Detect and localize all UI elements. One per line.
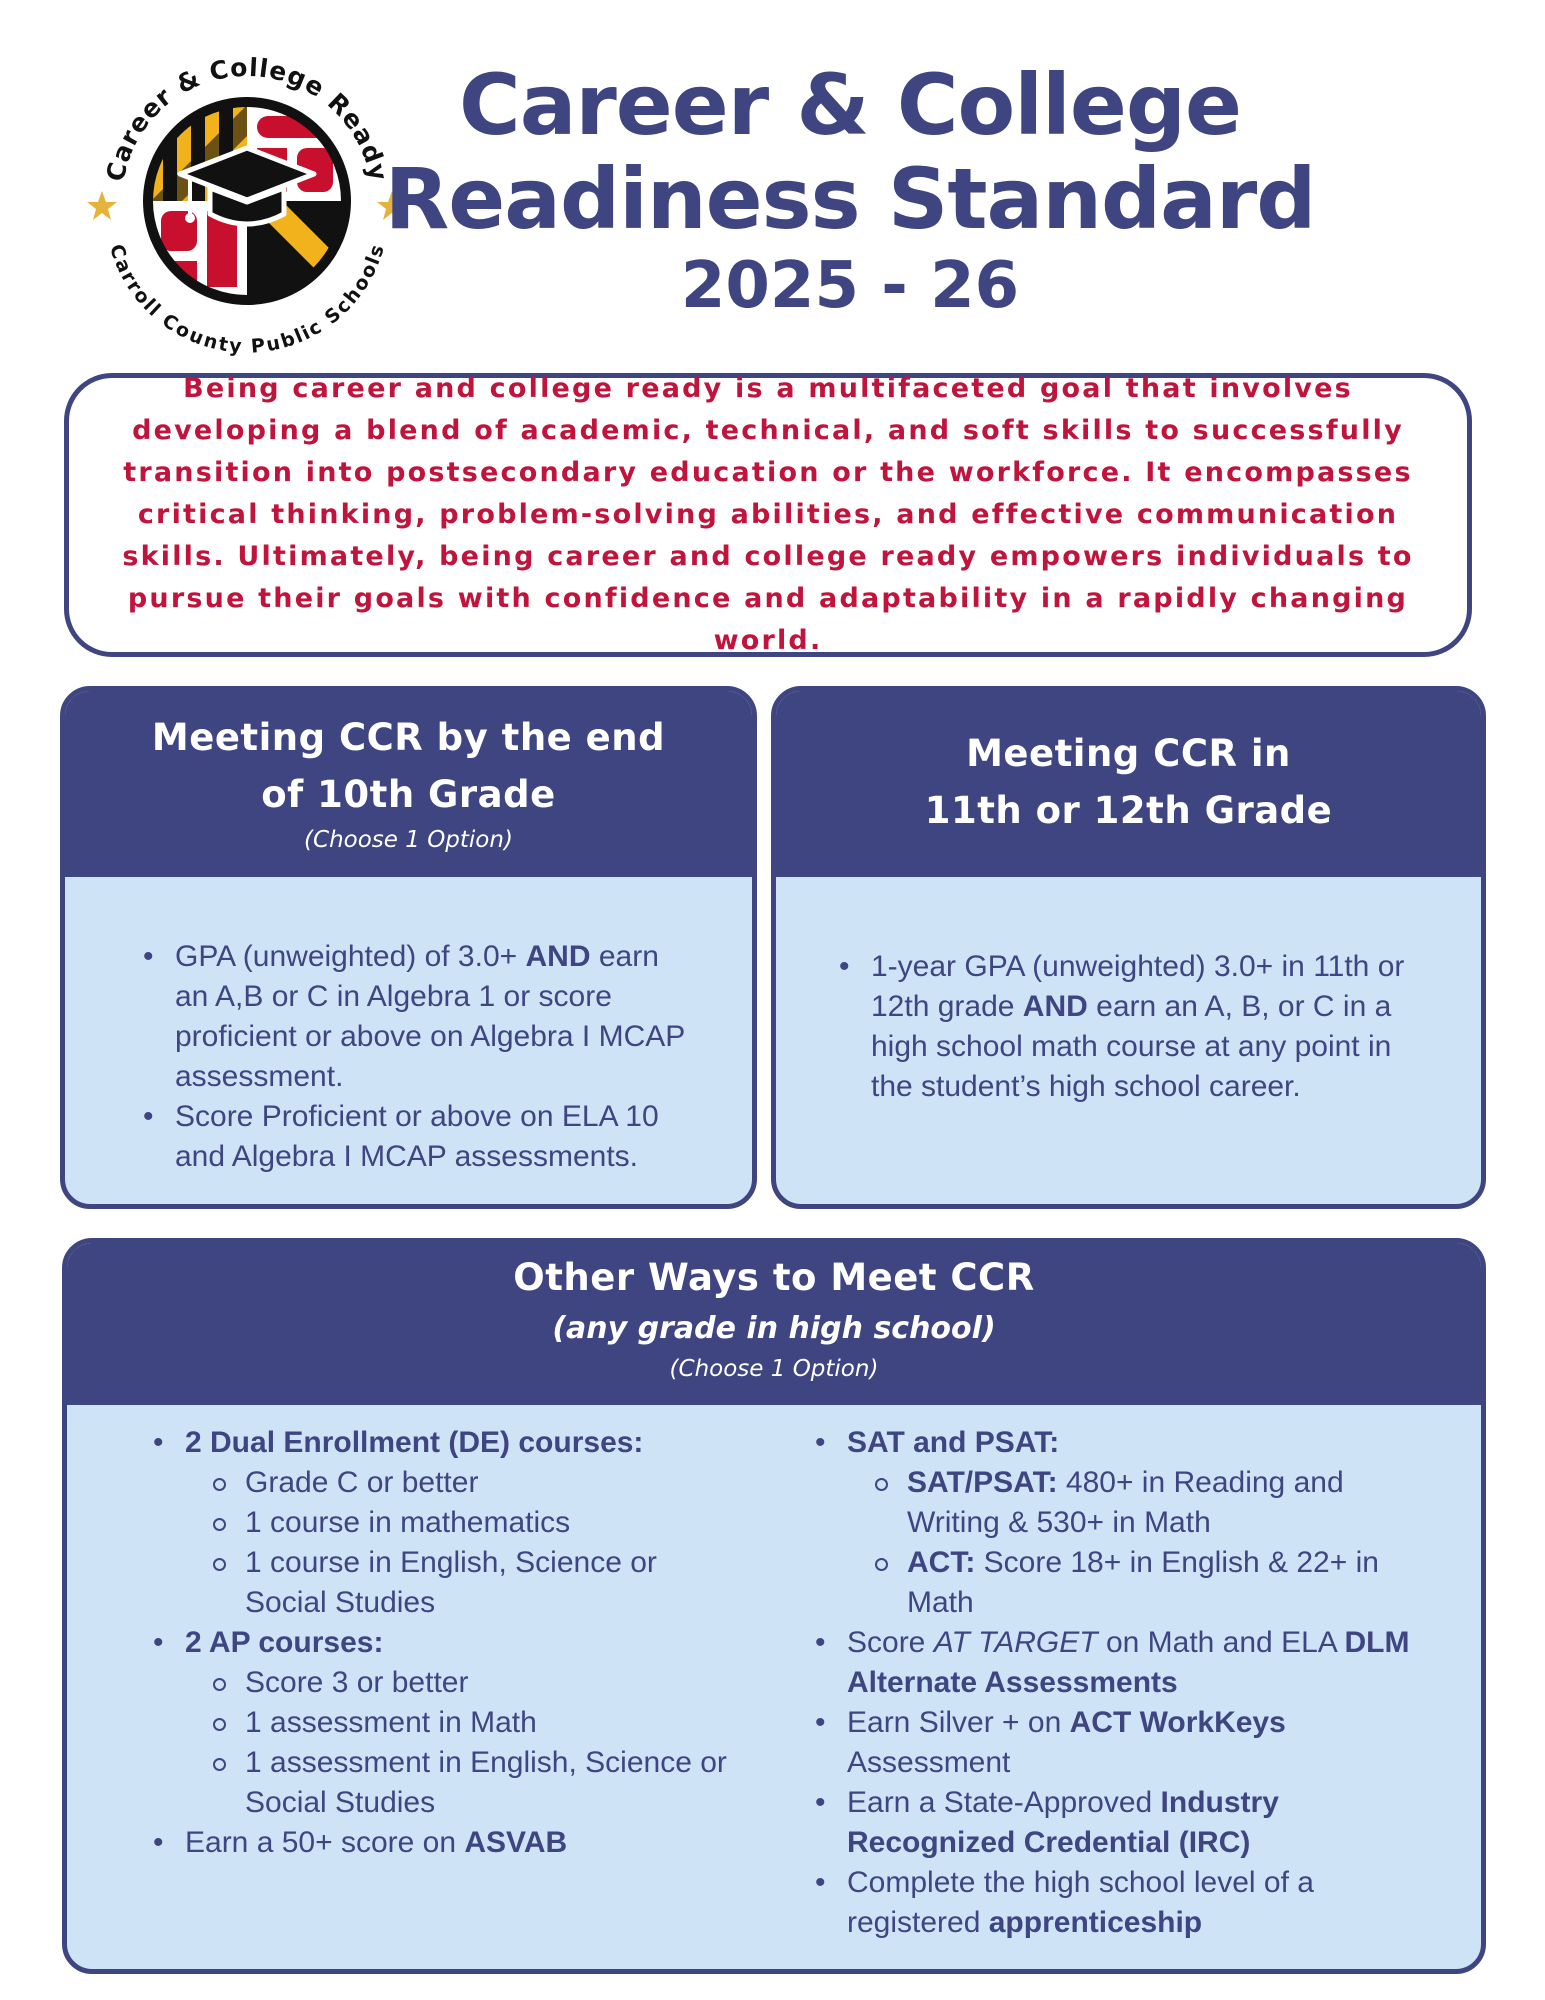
intro-text: Being career and college ready is a multifaceted goal that involves developing a blend of academic, technical, and soft skills to successfully transition into postsecondary education or the workforce. It encompasses critical thinking, problem-solving abilities, and effective communication skills. Ultimately, being career and college ready empowers individuals to pursue their goals with confidence and adaptability in a rapidly changing world. — [122, 373, 1414, 656]
card-other-subtitle: (any grade in high school) — [552, 1311, 996, 1346]
logo-arc-bottom: Carroll County Public Schools — [105, 241, 389, 358]
list-item: • Earn a State-Approved Industry Recognized Credential (IRC) — [807, 1783, 1437, 1863]
other-right-list — [807, 1423, 1437, 1943]
title-line-2: Readiness Standard — [384, 150, 1316, 248]
list-item: • 2 AP courses: Score 3 or better 1 assessment in Math 1 assessment in English, Science or Social Studies — [145, 1623, 745, 1823]
card-11th-12th-grade — [771, 686, 1486, 1209]
list-item: • GPA (unweighted) of 3.0+ AND earn an A,B or C in Algebra 1 or score proficient or above on Algebra I MCAP assessment. — [135, 937, 695, 1097]
sat-sublist — [867, 1463, 1437, 1623]
list-item: Score 3 or better — [205, 1663, 745, 1703]
list-item: • Score AT TARGET on Math and ELA DLM Alternate Assessments — [807, 1623, 1437, 1703]
list-item: • Score Proficient or above on ELA 10 and Algebra I MCAP assessments. — [135, 1097, 695, 1177]
list-item: • 2 Dual Enrollment (DE) courses: Grade C or better 1 course in mathematics 1 course in English, Science or Social Studies — [145, 1423, 745, 1623]
card-11th-title-1: Meeting CCR in — [966, 732, 1291, 775]
card-other-choose: (Choose 1 Option) — [669, 1356, 879, 1382]
ap-sublist — [205, 1663, 745, 1823]
list-item: • Earn a 50+ score on ASVAB — [145, 1823, 745, 1863]
title-line-1: Career & College — [459, 56, 1241, 154]
list-item: • SAT and PSAT: SAT/PSAT: 480+ in Reading and Writing & 530+ in Math ACT: Score 18+ in English & 22+ in Math — [807, 1423, 1437, 1623]
list-item: • Earn Silver + on ACT WorkKeys Assessment — [807, 1703, 1437, 1783]
card-10th-title-1: Meeting CCR by the end — [151, 716, 666, 759]
card-11th-header — [776, 691, 1481, 877]
card-other-title: Other Ways to Meet CCR — [513, 1256, 1035, 1299]
list-item: ACT: Score 18+ in English & 22+ in Math — [867, 1543, 1437, 1623]
list-item: • 1-year GPA (unweighted) 3.0+ in 11th or 12th grade AND earn an A, B, or C in a high school math course at any point in the student’s high school career. — [831, 947, 1421, 1107]
list-item: 1 course in English, Science or Social Studies — [205, 1543, 745, 1623]
list-item: Grade C or better — [205, 1463, 745, 1503]
card-10th-grade — [60, 686, 757, 1209]
school-year: 2025 - 26 — [680, 249, 1020, 323]
card-other-ways — [62, 1238, 1486, 1974]
logo-arc-top: Career & College Ready — [100, 52, 394, 184]
card-10th-subtitle: (Choose 1 Option) — [304, 827, 513, 853]
ccps-logo — [82, 36, 412, 366]
list-item: 1 course in mathematics — [205, 1503, 745, 1543]
list-item: 1 assessment in English, Science or Social Studies — [205, 1743, 745, 1823]
card-other-header — [67, 1243, 1481, 1405]
list-item: SAT/PSAT: 480+ in Reading and Writing & 530+ in Math — [867, 1463, 1437, 1543]
page-title — [380, 58, 1320, 326]
intro-box — [64, 373, 1472, 657]
card-10th-title-2: of 10th Grade — [261, 773, 556, 816]
other-left-list — [145, 1423, 745, 1863]
star-icon — [87, 191, 117, 220]
card-10th-header — [65, 691, 752, 877]
card-10th-list — [135, 937, 695, 1177]
card-11th-list — [831, 947, 1421, 1107]
list-item: 1 assessment in Math — [205, 1703, 745, 1743]
de-sublist — [205, 1463, 745, 1623]
card-11th-title-2: 11th or 12th Grade — [924, 789, 1333, 832]
list-item: • Complete the high school level of a registered apprenticeship — [807, 1863, 1437, 1943]
